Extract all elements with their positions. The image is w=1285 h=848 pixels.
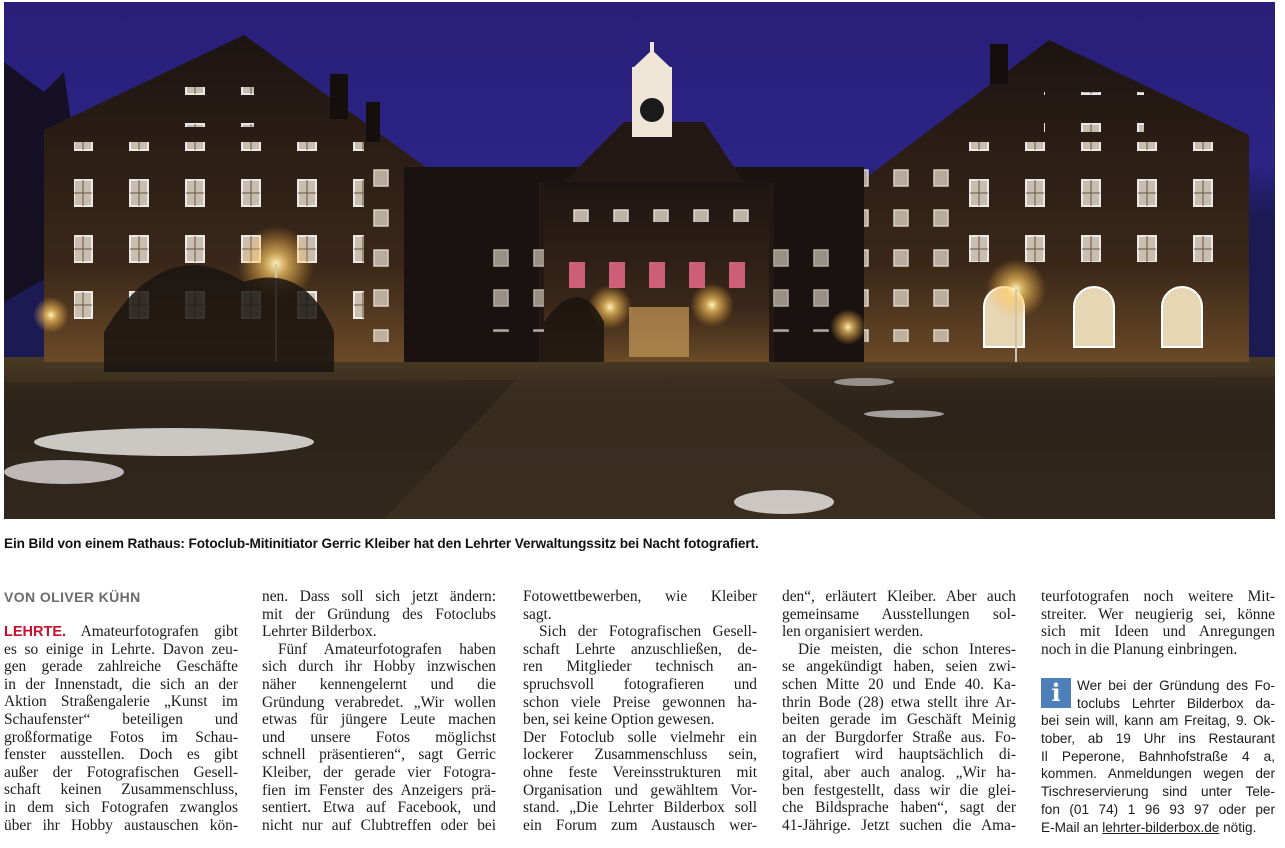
photo-caption: Ein Bild von einem Rathaus: Fotoclub-Mitinitiator Gerric Kleiber hat den Lehrter Verwaltungssitz bei Nacht fotografiert. xyxy=(4,536,759,551)
text-line: beiten gerade im Geschäft Meinig xyxy=(782,711,1016,729)
text-line: Aktion Straßengalerie „Kunst im xyxy=(4,693,238,711)
text-line-rest: Amateurfotografen gibt xyxy=(66,623,238,640)
website-link[interactable]: lehrter-bilderbox.de xyxy=(1102,819,1220,835)
info-box xyxy=(1041,677,1275,836)
info-email-suffix: nötig. xyxy=(1219,819,1257,835)
text-line: in dem sich Fotografen zwanglos xyxy=(4,798,238,816)
text-line: in der Innenstadt, die sich an der xyxy=(4,675,238,693)
text-line: den“, erläutert Kleiber. Aber auch xyxy=(782,588,1016,605)
text-line: teurfotografen noch weitere Mit- xyxy=(1041,588,1275,605)
text-line: gen gerade zahlreiche Geschäfte xyxy=(4,658,238,676)
info-line: Il Peperone, Bahnhofstraße 4 a, xyxy=(1041,748,1275,764)
article-column-1 xyxy=(4,623,238,834)
text-line: näher kennengelernt und die xyxy=(262,675,496,693)
text-line: ein Forum zum Austausch wer- xyxy=(523,816,757,834)
text-line: ren Mitglieder technisch an- xyxy=(523,658,757,676)
text-line: Der Fotoclub solle vielmehr ein xyxy=(523,728,757,746)
text-line: sich mit Ideen und Anregungen xyxy=(1041,623,1275,641)
text-line: Sich der Fotografischen Gesell- xyxy=(539,623,757,641)
text-line: fien im Fenster des Anzeigers prä- xyxy=(262,781,496,799)
text-line: es so einige in Lehrte. Davon zeu- xyxy=(4,640,238,658)
text-line: gemeinsame Ausstellungen sol- xyxy=(782,605,1016,623)
text-line: und unsere Fotos möglichst xyxy=(262,728,496,746)
text-line: Gründung verabredet. „Wir wollen xyxy=(262,693,496,711)
text-line: Lehrter Bilderbox. xyxy=(262,623,377,641)
info-line: kommen. Anmeldungen wegen der xyxy=(1041,766,1275,782)
text-line: tografiert wird hauptsächlich di- xyxy=(782,746,1016,764)
text-line: an der Burgdorfer Straße aus. Fo- xyxy=(782,728,1016,746)
text-line: Schaufenster“ beteiligen und xyxy=(4,710,238,728)
text-line: großformatige Fotos im Schau- xyxy=(4,728,238,746)
text-line: Organisation und gewähltem Vor- xyxy=(523,781,757,799)
text-line: Kleiber, der gerade vier Fotogra- xyxy=(262,763,496,781)
text-line: Fünf Amateurfotografen haben xyxy=(278,640,496,658)
text-line: nicht nur auf Clubtreffen oder bei xyxy=(262,816,496,834)
text-line: len organisiert werden. xyxy=(782,623,924,641)
text-line: se angekündigt haben, seien zwi- xyxy=(782,658,1016,676)
info-line xyxy=(1041,819,1275,837)
article-column-3 xyxy=(523,588,757,834)
article-column-2 xyxy=(262,588,496,834)
text-line: noch in die Planung einbringen. xyxy=(1041,640,1238,658)
text-line: thrin Bode (28) etwa stellt ihre Ar- xyxy=(782,693,1016,711)
info-icon: i xyxy=(1041,678,1071,708)
info-line: bei sein will, kann am Freitag, 9. Ok- xyxy=(1041,713,1275,729)
text-line: ben, sei keine Option gewesen. xyxy=(523,711,715,729)
info-email-prefix: E-Mail an xyxy=(1041,819,1103,835)
text-line: gital, aber auch analog. „Wir ha- xyxy=(782,763,1016,781)
text-line: etwas für jüngere Leute machen xyxy=(262,711,496,729)
dateline: LEHRTE. xyxy=(4,624,67,640)
article-column-4 xyxy=(782,588,1016,834)
text-line: Die meisten, die schon Interes- xyxy=(798,640,1016,658)
text-line: lockerer Zusammenschluss sein, xyxy=(523,746,757,764)
info-line: Wer bei der Gründung des Fo- xyxy=(1077,678,1275,693)
text-line xyxy=(4,623,238,641)
text-line: schnell präsentieren“, sagt Gerric xyxy=(262,746,496,764)
text-line: schon viele Preise gewonnen ha- xyxy=(523,693,757,711)
text-line: ben festgestellt, dass wir die glei- xyxy=(782,781,1016,799)
text-line: sagt. xyxy=(523,605,552,623)
text-line: fenster ausstellen. Doch es gibt xyxy=(4,746,238,764)
text-line: spruchsvoll fotografieren und xyxy=(523,675,757,693)
text-line: sich durch ihr Hobby inzwischen xyxy=(262,658,496,676)
text-line: sentiert. Etwa auf Facebook, und xyxy=(262,799,496,817)
info-line: toclubs Lehrter Bilderbox da- xyxy=(1077,695,1275,711)
town-hall-photo xyxy=(4,2,1275,519)
info-line: fon (01 74) 1 96 93 97 oder per xyxy=(1041,801,1275,817)
info-line: Tischreservierung sind unter Tele- xyxy=(1041,784,1275,800)
text-line: nen. Dass soll sich jetzt ändern: xyxy=(262,588,496,605)
article-column-5 xyxy=(1041,588,1275,658)
text-line: schaft Lehrte anzuschließen, de- xyxy=(523,640,757,658)
text-line: schaft keinen Zusammenschluss, xyxy=(4,781,238,799)
info-line: tober, ab 19 Uhr ins Restaurant xyxy=(1041,731,1275,747)
text-line: Fotowettbewerben, wie Kleiber xyxy=(523,588,757,605)
text-line: ohne feste Vereinsstrukturen mit xyxy=(523,763,757,781)
author-byline: VON OLIVER KÜHN xyxy=(4,589,141,605)
text-line: schen Mitte 20 und Ende 40. Ka- xyxy=(782,675,1016,693)
text-line: stand. „Die Lehrter Bilderbox soll xyxy=(523,799,757,817)
text-line: über ihr Hobby austauschen kön- xyxy=(4,816,238,834)
text-line: streiter. Wer neugierig sei, könne xyxy=(1041,605,1275,623)
text-line: mit der Gründung des Fotoclubs xyxy=(262,605,496,623)
text-line: außer der Fotografischen Gesell- xyxy=(4,763,238,781)
text-line: 41-Jährige. Jetzt suchen die Ama- xyxy=(782,816,1016,834)
text-line: che Bildsprache haben“, sagt der xyxy=(782,799,1016,817)
